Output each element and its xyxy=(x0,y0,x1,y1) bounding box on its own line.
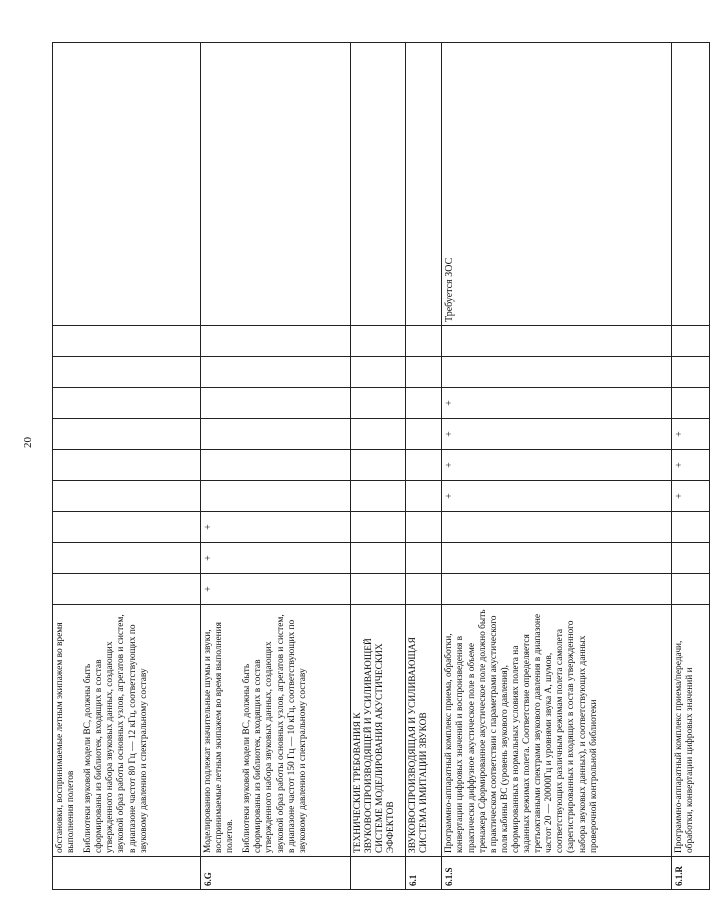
level-mark-cell xyxy=(53,419,201,450)
level-mark-cell xyxy=(351,357,406,388)
requirement-text xyxy=(201,605,351,857)
table-row xyxy=(406,43,442,890)
level-mark-cell xyxy=(53,388,201,419)
level-mark-cell xyxy=(672,543,710,574)
level-mark-cell xyxy=(442,357,672,388)
row-number: 6.1 xyxy=(406,857,442,890)
level-mark-cell: + xyxy=(442,481,672,512)
level-mark-cell xyxy=(672,326,710,357)
level-mark-cell xyxy=(406,574,442,605)
level-mark-cell xyxy=(406,450,442,481)
level-mark-cell xyxy=(351,512,406,543)
level-mark-cell xyxy=(672,357,710,388)
level-mark-cell xyxy=(672,388,710,419)
requirement-paragraph: Программно-аппаратный комплекс приема, обработки, конвертации цифровых значений и воспроизведения в практически диффузное акустическое поле в объеме тренажера Сформированное акустическое поле должно быть в практическом соответствии с параметрами акустического поля кабины ВС (уровень звукового давления), сформированных в нормальных условиях полета на заданных режимах полета. Соответствие определяется третьоктавными спектрами звукового давления в диапазоне частот 20 — 20000Гц и уровнями звука А, шумов, соответствующих различным режимам полета самолета (зарегистрированных и входящих в состав утвержденного набора звуковых данных), и соответствующих данных проверочной контрольной библиотеки xyxy=(444,609,599,853)
row-number: 6.1.S xyxy=(442,857,672,890)
requirement-paragraph: ТЕХНИЧЕСКИЕ ТРЕБОВАНИЯ К ЗВУКОВОСПРОИЗВОДЯЩЕЙ И УСИЛИВАЮЩЕЙ СИСТЕМЕ МОДЕЛИРОВАНИЯ АКУСТИЧЕСКИХ ЭФФЕКТОВ xyxy=(353,638,397,853)
row-number xyxy=(351,857,406,890)
level-mark-cell: + xyxy=(442,450,672,481)
level-mark-cell xyxy=(351,419,406,450)
requirement-text xyxy=(406,605,442,857)
requirement-paragraph: Программно-аппаратный комплекс приема/передачи, обработки, конвертации цифровых значений и xyxy=(674,640,696,853)
note-cell xyxy=(53,43,201,326)
note-cell xyxy=(201,43,351,326)
level-mark-cell xyxy=(406,512,442,543)
row-number: 6.1.R xyxy=(672,857,710,890)
level-mark-cell xyxy=(53,357,201,388)
level-mark-cell xyxy=(53,543,201,574)
level-mark-cell: + xyxy=(442,419,672,450)
level-mark-cell xyxy=(406,543,442,574)
note-cell: Требуется ЗОС xyxy=(442,43,672,326)
level-mark-cell xyxy=(201,357,351,388)
requirement-paragraph: ЗВУКОВОСПРОИЗВОДЯЩАЯ И УСИЛИВАЮЩАЯ СИСТЕМА ИМИТАЦИИ ЗВУКОВ xyxy=(408,637,430,853)
table-row xyxy=(672,43,710,890)
level-mark-cell xyxy=(201,326,351,357)
note-cell xyxy=(351,43,406,326)
level-mark-cell xyxy=(406,481,442,512)
level-mark-cell xyxy=(351,388,406,419)
requirements-table xyxy=(52,42,710,890)
level-mark-cell xyxy=(53,326,201,357)
note-cell xyxy=(672,43,710,326)
level-mark-cell xyxy=(201,481,351,512)
level-mark-cell xyxy=(442,512,672,543)
requirement-paragraph: Библиотеки звуковой модели ВС, должны быть сформированы из библиотек, входящих в состав утвержденного набора звуковых данных, создающих звуковой образ работы основных узлов, агрегатов и систем, в диапазоне частот 150 Гц — 10 кГц, соответствующих по звуковому давлению и спектральному составу xyxy=(242,614,308,853)
requirement-paragraph: Моделированию подлежат значительные шумы и звуки, воспринимаемые летным экипажем во время выполнения полетов. xyxy=(203,622,236,853)
requirement-text xyxy=(672,605,710,857)
requirement-paragraph: обстановки, воспринимаемые летным экипажем во время выполнения полетов xyxy=(55,622,77,853)
level-mark-cell xyxy=(351,574,406,605)
level-mark-cell xyxy=(406,326,442,357)
level-mark-cell: + xyxy=(201,543,351,574)
level-mark-cell xyxy=(351,481,406,512)
requirement-paragraph: Библиотеки звуковой модели ВС, должны быть сформированы из библиотек, входящих в состав утвержденного набора звуковых данных, создающих звуковой образ работы основных узлов, агрегатов и систем, в диапазоне частот 80 Гц — 12 кГц, соответствующих по звуковому давлению и спектральному составу xyxy=(83,614,149,853)
note-cell xyxy=(406,43,442,326)
row-number: 6.G xyxy=(201,857,351,890)
requirement-text xyxy=(442,605,672,857)
table-row xyxy=(53,43,201,890)
table-row xyxy=(442,43,672,890)
level-mark-cell xyxy=(406,388,442,419)
level-mark-cell xyxy=(351,543,406,574)
level-mark-cell xyxy=(442,574,672,605)
table-row xyxy=(351,43,406,890)
page-number: 20 xyxy=(22,437,34,448)
level-mark-cell xyxy=(351,450,406,481)
level-mark-cell: + xyxy=(672,450,710,481)
row-number xyxy=(53,857,201,890)
level-mark-cell xyxy=(201,450,351,481)
requirements-table-body xyxy=(53,43,710,890)
level-mark-cell xyxy=(201,388,351,419)
level-mark-cell: + xyxy=(201,574,351,605)
level-mark-cell: + xyxy=(201,512,351,543)
level-mark-cell xyxy=(53,512,201,543)
level-mark-cell xyxy=(351,326,406,357)
level-mark-cell xyxy=(406,357,442,388)
level-mark-cell xyxy=(672,574,710,605)
level-mark-cell xyxy=(53,481,201,512)
requirement-text xyxy=(351,605,406,857)
requirement-text xyxy=(53,605,201,857)
table-row xyxy=(201,43,351,890)
level-mark-cell xyxy=(442,543,672,574)
level-mark-cell xyxy=(406,419,442,450)
level-mark-cell xyxy=(442,326,672,357)
level-mark-cell xyxy=(201,419,351,450)
level-mark-cell: + xyxy=(672,419,710,450)
level-mark-cell xyxy=(53,450,201,481)
level-mark-cell: + xyxy=(442,388,672,419)
rotated-page xyxy=(52,42,696,890)
level-mark-cell: + xyxy=(672,481,710,512)
level-mark-cell xyxy=(53,574,201,605)
level-mark-cell xyxy=(672,512,710,543)
